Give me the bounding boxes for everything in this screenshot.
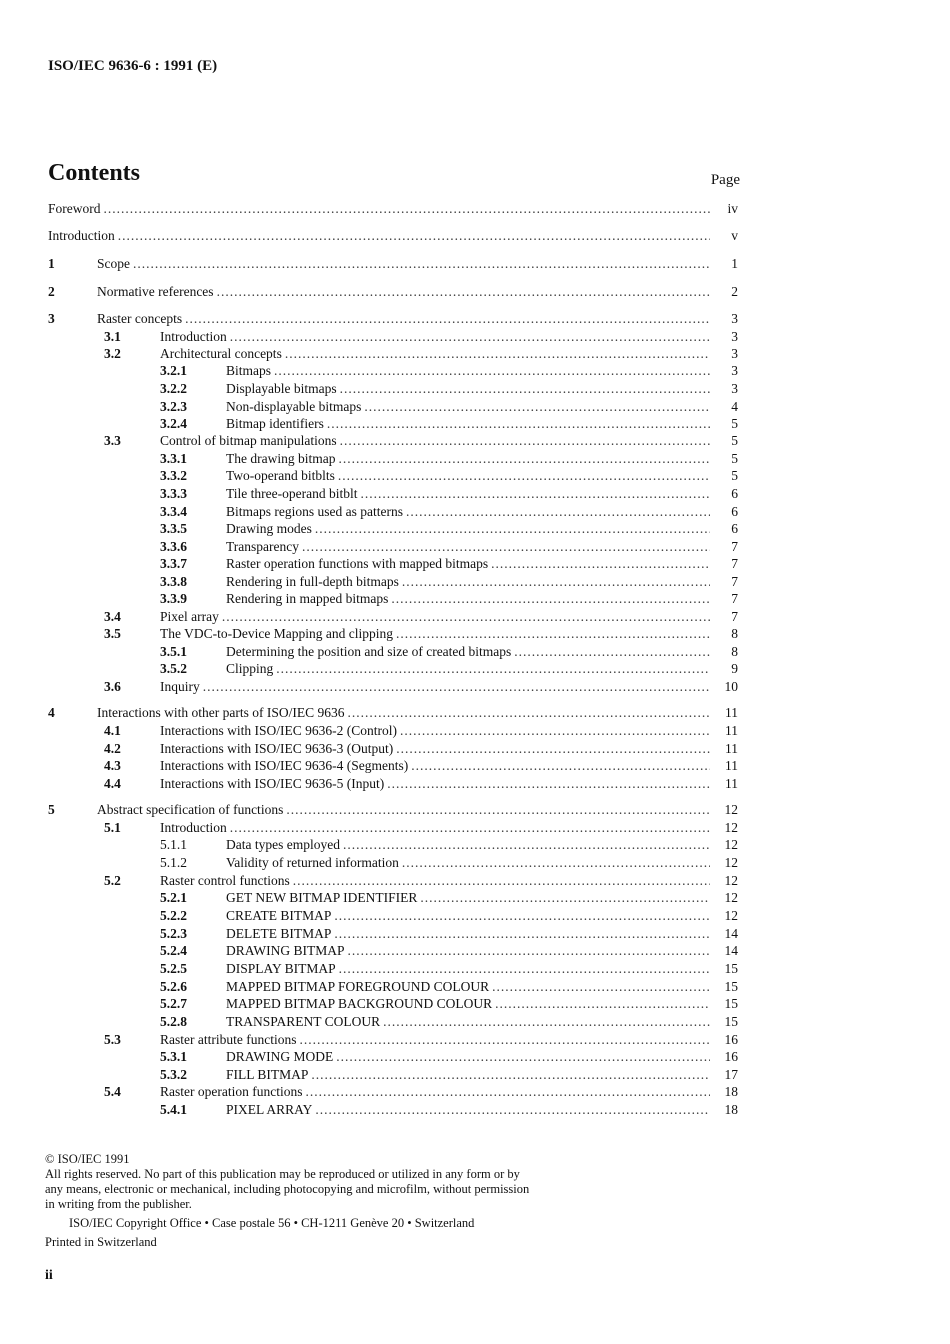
toc-entry bbox=[0, 415, 950, 433]
toc-entry-page: 6 bbox=[731, 521, 738, 536]
toc-entry-title: Introduction bbox=[48, 228, 115, 243]
toc-entry-number: 4.3 bbox=[104, 758, 121, 773]
toc-entry-title: Bitmap identifiers bbox=[226, 416, 324, 431]
toc-entry-page: 3 bbox=[731, 363, 738, 378]
toc-entry-number: 4 bbox=[48, 705, 55, 720]
toc-entry-page: 17 bbox=[724, 1067, 738, 1082]
toc-entry-title: Interactions with other parts of ISO/IEC 9636 bbox=[97, 705, 345, 720]
dot-leader bbox=[299, 1031, 710, 1049]
toc-entry-title: DELETE BITMAP bbox=[226, 926, 332, 941]
toc-entry-page: 6 bbox=[731, 504, 738, 519]
toc-entry-number: 5.3.1 bbox=[160, 1049, 187, 1064]
toc-entry-number: 3.1 bbox=[104, 329, 121, 344]
dot-leader bbox=[420, 889, 710, 907]
dot-leader bbox=[340, 380, 710, 398]
toc-entry-page: 5 bbox=[731, 468, 738, 483]
toc-entry-page: 2 bbox=[731, 284, 738, 299]
toc-entry-number: 3.2.2 bbox=[160, 381, 187, 396]
toc-entry bbox=[0, 704, 950, 722]
toc-entry-number: 5 bbox=[48, 802, 55, 817]
dot-leader bbox=[185, 310, 710, 328]
toc-entry-number: 3 bbox=[48, 311, 55, 326]
toc-entry-title: Raster operation functions bbox=[160, 1084, 303, 1099]
toc-entry-page: 11 bbox=[725, 758, 738, 773]
dot-leader bbox=[203, 678, 710, 696]
toc-entry-title: Interactions with ISO/IEC 9636-3 (Output) bbox=[160, 741, 394, 756]
toc-entry bbox=[0, 757, 950, 775]
toc-entry-title: The drawing bitmap bbox=[226, 451, 336, 466]
toc-entry-page: 12 bbox=[724, 802, 738, 817]
toc-entry-page: 7 bbox=[731, 574, 738, 589]
toc-entry-title: Raster attribute functions bbox=[160, 1032, 297, 1047]
toc-entry-number: 3.3.7 bbox=[160, 556, 187, 571]
toc-entry bbox=[0, 1013, 950, 1031]
toc-entry-title: Abstract specification of functions bbox=[97, 802, 284, 817]
toc-entry-number: 5.3.2 bbox=[160, 1067, 187, 1082]
dot-leader bbox=[305, 1083, 710, 1101]
toc-entry bbox=[0, 467, 950, 485]
toc-entry-page: 12 bbox=[724, 873, 738, 888]
toc-entry-number: 5.2.4 bbox=[160, 943, 187, 958]
copyright-notice bbox=[45, 1152, 529, 1250]
toc-entry-number: 3.5.2 bbox=[160, 661, 187, 676]
dot-leader bbox=[338, 467, 710, 485]
toc-entry-number: 3.3.5 bbox=[160, 521, 187, 536]
toc-entry bbox=[0, 836, 950, 854]
toc-entry-title: Bitmaps regions used as patterns bbox=[226, 504, 403, 519]
toc-entry-page: 15 bbox=[724, 979, 738, 994]
toc-entry-title: Two-operand bitblts bbox=[226, 468, 335, 483]
toc-entry-number: 2 bbox=[48, 284, 55, 299]
toc-entry bbox=[0, 1048, 950, 1066]
toc-entry-number: 3.5 bbox=[104, 626, 121, 641]
toc-entry bbox=[0, 608, 950, 626]
toc-entry-number: 5.1.2 bbox=[160, 855, 187, 870]
toc-entry-title: Architectural concepts bbox=[160, 346, 282, 361]
toc-entry-title: Bitmaps bbox=[226, 363, 272, 378]
toc-entry bbox=[0, 978, 950, 996]
dot-leader bbox=[348, 942, 710, 960]
toc-entry-title: Tile three-operand bitblt bbox=[226, 486, 358, 501]
toc-entry-page: 12 bbox=[724, 855, 738, 870]
toc-entry bbox=[0, 345, 950, 363]
toc-entry bbox=[0, 1101, 950, 1119]
dot-leader bbox=[360, 485, 710, 503]
toc-entry-title: Inquiry bbox=[160, 679, 200, 694]
dot-leader bbox=[222, 608, 710, 626]
toc-entry-page: 15 bbox=[724, 1014, 738, 1029]
toc-entry-title: PIXEL ARRAY bbox=[226, 1102, 313, 1117]
toc-entry-number: 4.4 bbox=[104, 776, 121, 791]
document-header: ISO/IEC 9636-6 : 1991 (E) bbox=[48, 58, 218, 74]
toc-entry-page: 7 bbox=[731, 609, 738, 624]
toc-entry-page: 14 bbox=[724, 943, 738, 958]
toc-entry-page: 1 bbox=[731, 256, 738, 271]
dot-leader bbox=[286, 801, 710, 819]
toc-entry bbox=[0, 573, 950, 591]
dot-leader bbox=[411, 757, 710, 775]
dot-leader bbox=[343, 836, 710, 854]
toc-entry-number: 3.2.3 bbox=[160, 399, 187, 414]
toc-entry-page: 3 bbox=[731, 381, 738, 396]
toc-entry bbox=[0, 450, 950, 468]
dot-leader bbox=[402, 573, 710, 591]
toc-entry bbox=[0, 227, 950, 245]
toc-entry-page: 3 bbox=[731, 311, 738, 326]
toc-entry-page: 18 bbox=[724, 1084, 738, 1099]
toc-entry-number: 3.3.1 bbox=[160, 451, 187, 466]
toc-entry-page: iv bbox=[727, 201, 738, 216]
toc-entry-title: Raster operation functions with mapped bitmaps bbox=[226, 556, 489, 571]
toc-entry-number: 5.2.6 bbox=[160, 979, 187, 994]
toc-entry-number: 3.3.4 bbox=[160, 504, 187, 519]
dot-leader bbox=[396, 740, 710, 758]
toc-entry bbox=[0, 1066, 950, 1084]
toc-entry-page: 7 bbox=[731, 539, 738, 554]
toc-entry-number: 3.2.4 bbox=[160, 416, 187, 431]
toc-entry bbox=[0, 960, 950, 978]
dot-leader bbox=[340, 432, 710, 450]
toc-entry-title: Rendering in full-depth bitmaps bbox=[226, 574, 399, 589]
toc-entry bbox=[0, 722, 950, 740]
toc-entry-title: Interactions with ISO/IEC 9636-4 (Segments) bbox=[160, 758, 409, 773]
toc-entry-page: 7 bbox=[731, 591, 738, 606]
toc-entry-title: DRAWING MODE bbox=[226, 1049, 334, 1064]
dot-leader bbox=[400, 722, 710, 740]
toc-entry-number: 3.3.9 bbox=[160, 591, 187, 606]
toc-entry-number: 3.3.2 bbox=[160, 468, 187, 483]
toc-entry bbox=[0, 819, 950, 837]
dot-leader bbox=[383, 1013, 710, 1031]
toc-entry-page: 12 bbox=[724, 908, 738, 923]
toc-entry-title: MAPPED BITMAP FOREGROUND COLOUR bbox=[226, 979, 490, 994]
toc-entry-number: 4.1 bbox=[104, 723, 121, 738]
toc-entry bbox=[0, 801, 950, 819]
dot-leader bbox=[334, 907, 710, 925]
toc-entry-title: Determining the position and size of created bitmaps bbox=[226, 644, 512, 659]
dot-leader bbox=[334, 925, 710, 943]
toc-entry-page: 11 bbox=[725, 723, 738, 738]
toc-entry-title: The VDC-to-Device Mapping and clipping bbox=[160, 626, 393, 641]
toc-entry-page: 16 bbox=[724, 1032, 738, 1047]
rights-line: All rights reserved. No part of this publication may be reproduced or utilized in any form or by bbox=[45, 1167, 520, 1181]
toc-entry-title: Displayable bitmaps bbox=[226, 381, 337, 396]
toc-entry-number: 3.3 bbox=[104, 433, 121, 448]
toc-entry bbox=[0, 200, 950, 218]
toc-entry-number: 3.3.8 bbox=[160, 574, 187, 589]
toc-entry-number: 3.3.3 bbox=[160, 486, 187, 501]
toc-entry bbox=[0, 660, 950, 678]
toc-entry bbox=[0, 255, 950, 273]
toc-entry bbox=[0, 328, 950, 346]
rights-line: any means, electronic or mechanical, including photocopying and microfilm, without permission bbox=[45, 1182, 530, 1196]
toc-entry-title: MAPPED BITMAP BACKGROUND COLOUR bbox=[226, 996, 493, 1011]
dot-leader bbox=[276, 660, 710, 678]
toc-entry-page: 4 bbox=[731, 399, 738, 414]
toc-entry bbox=[0, 775, 950, 793]
toc-entry bbox=[0, 740, 950, 758]
toc-entry-page: 15 bbox=[724, 961, 738, 976]
dot-leader bbox=[315, 1101, 710, 1119]
toc-entry bbox=[0, 1031, 950, 1049]
toc-entry bbox=[0, 1083, 950, 1101]
dot-leader bbox=[230, 819, 710, 837]
toc-entry-page: 15 bbox=[724, 996, 738, 1011]
dot-leader bbox=[230, 328, 710, 346]
toc-entry-number: 5.2.5 bbox=[160, 961, 187, 976]
toc-entry-title: Rendering in mapped bitmaps bbox=[226, 591, 389, 606]
toc-entry-title: CREATE BITMAP bbox=[226, 908, 332, 923]
toc-entry-number: 5.1.1 bbox=[160, 837, 187, 852]
toc-entry-number: 3.4 bbox=[104, 609, 121, 624]
toc-entry-title: Validity of returned information bbox=[226, 855, 399, 870]
page-column-label: Page bbox=[710, 172, 740, 188]
toc-entry-number: 5.3 bbox=[104, 1032, 121, 1047]
dot-leader bbox=[339, 960, 710, 978]
dot-leader bbox=[285, 345, 710, 363]
toc-entry-number: 4.2 bbox=[104, 741, 121, 756]
dot-leader bbox=[217, 283, 710, 301]
toc-entry-number: 3.5.1 bbox=[160, 644, 187, 659]
toc-entry-title: Control of bitmap manipulations bbox=[160, 433, 337, 448]
toc-entry bbox=[0, 503, 950, 521]
toc-entry-page: 18 bbox=[724, 1102, 738, 1117]
dot-leader bbox=[396, 625, 710, 643]
dot-leader bbox=[491, 555, 710, 573]
toc-entry bbox=[0, 362, 950, 380]
printed-in: Printed in Switzerland bbox=[45, 1235, 157, 1249]
toc-entry bbox=[0, 872, 950, 890]
toc-entry-page: 3 bbox=[731, 329, 738, 344]
toc-entry bbox=[0, 942, 950, 960]
dot-leader bbox=[274, 362, 710, 380]
toc-entry-page: 8 bbox=[731, 644, 738, 659]
dot-leader bbox=[364, 398, 710, 416]
page-number: ii bbox=[45, 1268, 53, 1283]
toc-entry-title: Foreword bbox=[48, 201, 101, 216]
toc-entry-page: 11 bbox=[725, 705, 738, 720]
toc-entry-page: 3 bbox=[731, 346, 738, 361]
toc-entry bbox=[0, 520, 950, 538]
toc-entry-number: 3.6 bbox=[104, 679, 121, 694]
toc-entry bbox=[0, 485, 950, 503]
toc-entry-title: Scope bbox=[97, 256, 130, 271]
toc-entry bbox=[0, 590, 950, 608]
toc-entry-title: GET NEW BITMAP IDENTIFIER bbox=[226, 890, 418, 905]
dot-leader bbox=[336, 1048, 710, 1066]
toc-entry-title: Clipping bbox=[226, 661, 274, 676]
toc-entry-title: Introduction bbox=[160, 820, 227, 835]
dot-leader bbox=[492, 978, 710, 996]
toc-entry-title: Transparency bbox=[226, 539, 299, 554]
dot-leader bbox=[327, 415, 710, 433]
dot-leader bbox=[133, 255, 710, 273]
toc-entry-title: Non-displayable bitmaps bbox=[226, 399, 362, 414]
toc-entry-page: v bbox=[731, 228, 738, 243]
toc-entry bbox=[0, 310, 950, 328]
toc-entry-number: 5.1 bbox=[104, 820, 121, 835]
toc-entry bbox=[0, 907, 950, 925]
toc-entry-title: Introduction bbox=[160, 329, 227, 344]
toc-entry-page: 5 bbox=[731, 433, 738, 448]
toc-entry-number: 1 bbox=[48, 256, 55, 271]
toc-entry bbox=[0, 925, 950, 943]
toc-entry-page: 16 bbox=[724, 1049, 738, 1064]
toc-entry bbox=[0, 643, 950, 661]
copyright-address: ISO/IEC Copyright Office • Case postale 56 • CH-1211 Genève 20 • Switzerland bbox=[69, 1216, 475, 1230]
toc-entry-number: 5.2.8 bbox=[160, 1014, 187, 1029]
toc-entry-title: Data types employed bbox=[226, 837, 340, 852]
toc-entry-number: 3.3.6 bbox=[160, 539, 187, 554]
toc-entry-number: 3.2 bbox=[104, 346, 121, 361]
rights-line: in writing from the publisher. bbox=[45, 1197, 192, 1211]
toc-entry-page: 12 bbox=[724, 837, 738, 852]
dot-leader bbox=[406, 503, 710, 521]
toc-entry-title: Normative references bbox=[97, 284, 214, 299]
toc-entry-title: Raster control functions bbox=[160, 873, 290, 888]
toc-entry-page: 11 bbox=[725, 741, 738, 756]
toc-entry-number: 5.2.1 bbox=[160, 890, 187, 905]
toc-entry-page: 12 bbox=[724, 890, 738, 905]
dot-leader bbox=[302, 538, 710, 556]
toc-entry-page: 9 bbox=[731, 661, 738, 676]
dot-leader bbox=[402, 854, 710, 872]
toc-entry-page: 12 bbox=[724, 820, 738, 835]
toc-entry-title: Interactions with ISO/IEC 9636-2 (Control) bbox=[160, 723, 397, 738]
toc-entry-title: TRANSPARENT COLOUR bbox=[226, 1014, 381, 1029]
toc-entry bbox=[0, 380, 950, 398]
toc-entry-title: Raster concepts bbox=[97, 311, 183, 326]
dot-leader bbox=[118, 227, 710, 245]
dot-leader bbox=[391, 590, 710, 608]
toc-entry bbox=[0, 995, 950, 1013]
toc-entry-title: Interactions with ISO/IEC 9636-5 (Input) bbox=[160, 776, 385, 791]
toc-entry-number: 5.2 bbox=[104, 873, 121, 888]
toc-entry-page: 7 bbox=[731, 556, 738, 571]
toc-entry-page: 10 bbox=[724, 679, 738, 694]
toc-entry bbox=[0, 678, 950, 696]
toc-entry bbox=[0, 432, 950, 450]
toc-entry-title: DISPLAY BITMAP bbox=[226, 961, 336, 976]
toc-entry-title: FILL BITMAP bbox=[226, 1067, 309, 1082]
toc-entry-page: 8 bbox=[731, 626, 738, 641]
toc-entry bbox=[0, 538, 950, 556]
dot-leader bbox=[347, 704, 710, 722]
toc-entry-number: 3.2.1 bbox=[160, 363, 187, 378]
toc-entry-title: Drawing modes bbox=[226, 521, 312, 536]
toc-entry-page: 6 bbox=[731, 486, 738, 501]
dot-leader bbox=[514, 643, 710, 661]
toc-entry-number: 5.2.3 bbox=[160, 926, 187, 941]
dot-leader bbox=[387, 775, 710, 793]
toc-entry bbox=[0, 854, 950, 872]
dot-leader bbox=[495, 995, 710, 1013]
dot-leader bbox=[338, 450, 710, 468]
toc-entry-number: 5.2.2 bbox=[160, 908, 187, 923]
toc-entry-page: 11 bbox=[725, 776, 738, 791]
toc-entry bbox=[0, 889, 950, 907]
toc-entry-title: DRAWING BITMAP bbox=[226, 943, 345, 958]
toc-entry-page: 5 bbox=[731, 451, 738, 466]
toc-entry bbox=[0, 625, 950, 643]
dot-leader bbox=[293, 872, 710, 890]
toc-entry bbox=[0, 398, 950, 416]
dot-leader bbox=[311, 1066, 710, 1084]
toc-entry-number: 5.2.7 bbox=[160, 996, 187, 1011]
toc-entry-number: 5.4.1 bbox=[160, 1102, 187, 1117]
toc-entry-title: Pixel array bbox=[160, 609, 219, 624]
toc-entry bbox=[0, 555, 950, 573]
dot-leader bbox=[315, 520, 710, 538]
toc-entry bbox=[0, 283, 950, 301]
toc-entry-number: 5.4 bbox=[104, 1084, 121, 1099]
copyright-line: © ISO/IEC 1991 bbox=[45, 1152, 130, 1166]
toc-entry-page: 14 bbox=[724, 926, 738, 941]
page-title: Contents bbox=[48, 160, 141, 186]
toc-entry-page: 5 bbox=[731, 416, 738, 431]
dot-leader bbox=[104, 200, 711, 218]
